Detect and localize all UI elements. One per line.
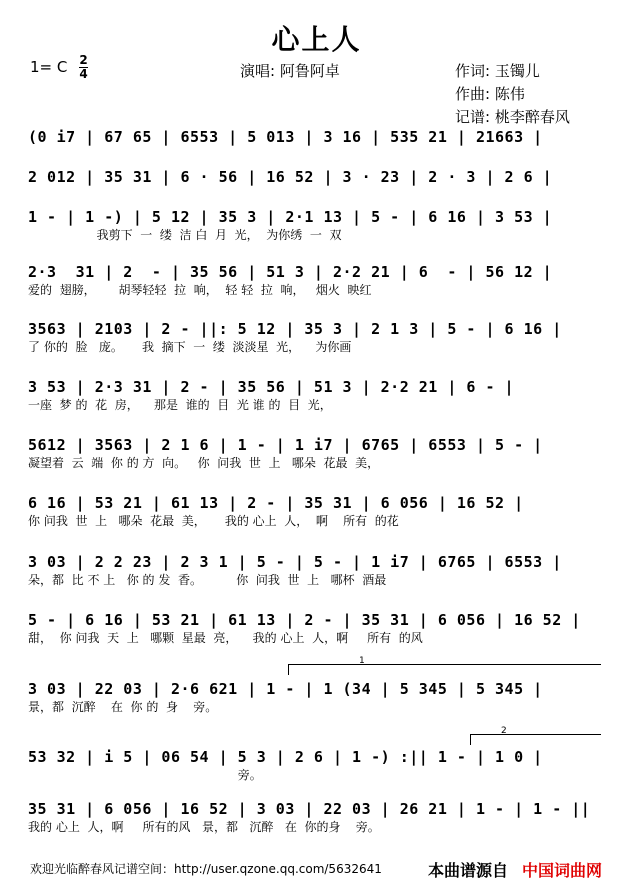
volta-label: 2: [501, 726, 507, 736]
lyrics-line: 凝望着 云 端 你 的 方 向。 你 问我 世 上 哪朵 花最 美，: [28, 456, 380, 470]
time-signature-top: 2: [79, 53, 88, 67]
score-row: [28, 208, 600, 243]
volta-bracket-second: [470, 726, 601, 745]
notes-line: 3 53 | 2·3 31 | 2 - | 35 56 | 51 3 | 2·2 21 | 6 - |: [28, 378, 515, 396]
volta-label: 1: [359, 656, 365, 666]
transcriber-credit: 记谱: 桃李醉春风: [455, 108, 570, 126]
time-signature-bottom: 4: [79, 67, 88, 81]
notes-line: (0 i7 | 67 65 | 6553 | 5 013 | 3 16 | 535 21 | 21663 |: [28, 128, 543, 146]
score-row: [28, 553, 600, 588]
lyricist-credit: 作词: 玉镯儿: [455, 62, 540, 80]
notes-line: 3 03 | 2 2 23 | 2 3 1 | 5 - | 5 - | 1 i7 | 6765 | 6553 |: [28, 553, 562, 571]
notes-line: 5 - | 6 16 | 53 21 | 61 13 | 2 - | 35 31 | 6 056 | 16 52 |: [28, 611, 581, 629]
notes-line: 6 16 | 53 21 | 61 13 | 2 - | 35 31 | 6 056 | 16 52 |: [28, 494, 524, 512]
notes-line: 2 012 | 35 31 | 6 · 56 | 16 52 | 3 · 23 | 2 · 3 | 2 6 |: [28, 168, 553, 186]
singer-credit: 演唱: 阿鲁阿卓: [240, 62, 340, 80]
lyrics-line: 我剪下 一 缕 洁 白 月 光， 为你绣 一 双: [28, 228, 342, 242]
key-signature: 1= C: [30, 58, 68, 76]
score-row: [28, 436, 600, 471]
time-signature: [79, 54, 88, 81]
score-row: [28, 748, 600, 783]
score-row: [28, 263, 600, 298]
footer-credit: 欢迎光临醉春风记谱空间：http://user.qzone.qq.com/5632641: [30, 862, 382, 876]
lyrics-line: 我的 心上 人，啊 所有的风 景，都 沉醉 在 你的身 旁。: [28, 820, 380, 834]
score-row: [28, 168, 600, 186]
notes-line: 3563 | 2103 | 2 - ||: 5 12 | 35 3 | 2 1 3 | 5 - | 6 16 |: [28, 320, 562, 338]
lyrics-line: 你 问我 世 上 哪朵 花最 美， 我的 心上 人， 啊 所有 的花: [28, 514, 399, 528]
score-row: [28, 680, 600, 715]
score-row: [28, 494, 600, 529]
lyrics-line: 爱的 翅膀， 胡琴轻轻 拉 响， 轻 轻 拉 响， 烟火 映红: [28, 283, 372, 297]
notes-line: 1 - | 1 -) | 5 12 | 35 3 | 2·1 13 | 5 - | 6 16 | 3 53 |: [28, 208, 553, 226]
lyrics-line: 甜， 你 问我 天 上 哪颗 星最 亮， 我的 心上 人，啊 所有 的风: [28, 631, 423, 645]
lyrics-line: 一座 梦 的 花 房， 那是 谁的 目 光 谁 的 目 光，: [28, 398, 332, 412]
notes-line: 35 31 | 6 056 | 16 52 | 3 03 | 22 03 | 26 21 | 1 - | 1 - ||: [28, 800, 591, 818]
source-label: 本曲谱源自: [428, 861, 509, 880]
lyrics-line: 景，都 沉醉 在 你 的 身 旁。: [28, 700, 218, 714]
lyrics-line: 旁。: [28, 768, 262, 782]
lyrics-line: 了 你的 脸 庞。 我 摘下 一 缕 淡淡星 光， 为你画: [28, 340, 352, 354]
score-row: [28, 320, 600, 355]
score-row: [28, 378, 600, 413]
notes-line: 53 32 | i 5 | 06 54 | 5 3 | 2 6 | 1 -) :|| 1 - | 1 0 |: [28, 748, 543, 766]
notes-line: 5612 | 3563 | 2 1 6 | 1 - | 1 i7 | 6765 | 6553 | 5 - |: [28, 436, 543, 454]
score-row: [28, 800, 600, 835]
lyrics-line: 朵，都 比 不 上 你 的 发 香。 你 问我 世 上 哪杯 酒最: [28, 573, 387, 587]
song-title: 心上人: [271, 23, 362, 56]
site-logo-text[interactable]: 中国词曲网: [522, 861, 603, 880]
score-row: [28, 611, 600, 646]
score-row: [28, 128, 600, 146]
composer-credit: 作曲: 陈伟: [455, 85, 525, 103]
volta-bracket-first: [288, 656, 601, 675]
notes-line: 2·3 31 | 2 - | 35 56 | 51 3 | 2·2 21 | 6 - | 56 12 |: [28, 263, 553, 281]
notes-line: 3 03 | 22 03 | 2·6 621 | 1 - | 1 (34 | 5 345 | 5 345 |: [28, 680, 543, 698]
